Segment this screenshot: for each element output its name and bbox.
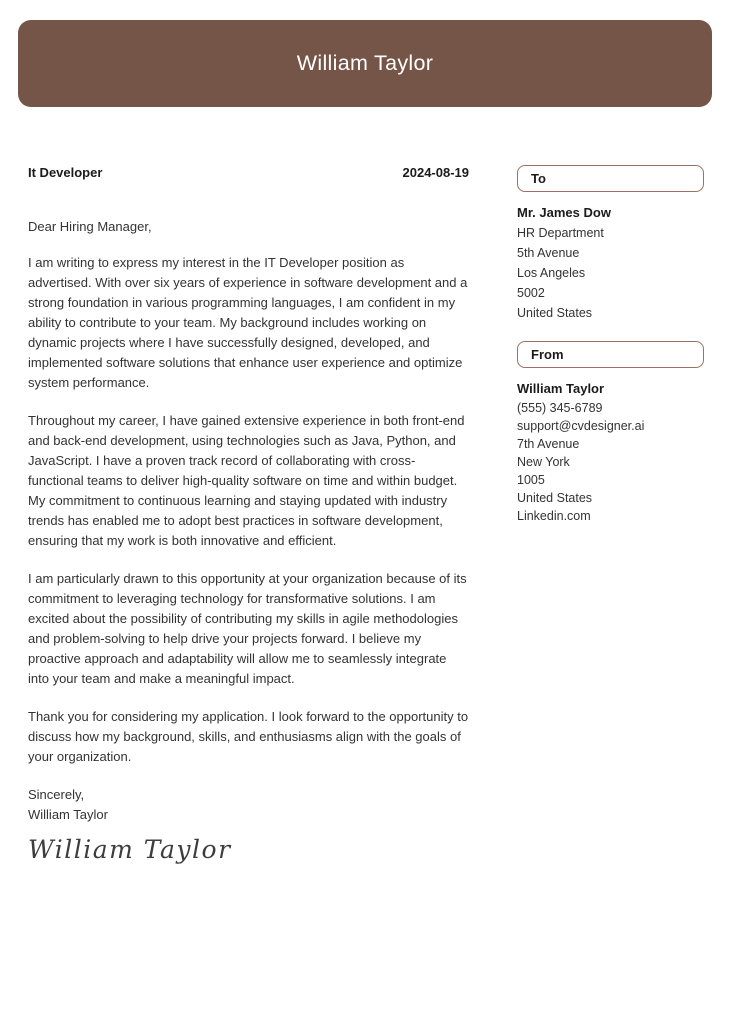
paragraph-intro: I am writing to express my interest in the IT Developer position as advertised. With over six years of experience in software development and a strong foundation in various programming languages, I am confident in my ability to contribute to your team. My background includes working on dynamic projects where I have successfully designed, developed, and implemented software solutions that enhance user experience and optimize system performance. xyxy=(28,255,468,390)
sender-city: New York xyxy=(517,455,570,469)
closing-name: William Taylor xyxy=(28,807,108,822)
recipient-street: 5th Avenue xyxy=(517,246,580,260)
closing-word: Sincerely, xyxy=(28,787,85,802)
closing-block xyxy=(28,785,469,825)
paragraph-thanks: Thank you for considering my application. I look forward to the opportunity to discuss how my background, skills, and enthusiasms align with the goals of your organization. xyxy=(28,709,469,764)
recipient-city: Los Angeles xyxy=(517,266,586,280)
sender-address xyxy=(517,379,704,525)
recipient-address xyxy=(517,203,704,323)
to-label-box xyxy=(517,165,704,192)
recipient-country: United States xyxy=(517,306,593,320)
content xyxy=(28,165,704,864)
sender-street: 7th Avenue xyxy=(517,437,580,451)
to-label: To xyxy=(531,171,546,186)
letter-date: 2024-08-19 xyxy=(402,165,469,180)
recipient-name: Mr. James Dow xyxy=(517,205,611,220)
cover-letter-body xyxy=(28,165,469,864)
job-title: It Developer xyxy=(28,165,103,180)
sender-email: support@cvdesigner.ai xyxy=(517,419,645,433)
sender-country: United States xyxy=(517,491,593,505)
meta-row xyxy=(28,165,469,181)
header-banner xyxy=(18,20,712,107)
paragraph-experience: Throughout my career, I have gained extensive experience in both front-end and back-end development, using technologies such as Java, Python, and JavaScript. I have a proven track record of collaborating with cross-functional teams to deliver high-quality software on time and within budget. My commitment to continuous learning and staying updated with industry trends has enabled me to adopt best practices in software development, ensuring that my work is both innovative and efficient. xyxy=(28,413,465,548)
contact-sidebar xyxy=(517,165,704,864)
sender-postcode: 1005 xyxy=(517,473,545,487)
sender-phone: (555) 345-6789 xyxy=(517,401,603,415)
recipient-department: HR Department xyxy=(517,226,604,240)
paragraph-motivation: I am particularly drawn to this opportunity at your organization because of its commitment to leveraging technology for transformative solutions. I am excited about the possibility of contributing my skills in agile methodologies and problem-solving to help drive your projects forward. I believe my proactive approach and adaptability will allow me to seamlessly integrate into your team and make a meaningful impact. xyxy=(28,571,467,686)
from-label-box xyxy=(517,341,704,368)
salutation: Dear Hiring Manager, xyxy=(28,219,152,234)
candidate-name-title: William Taylor xyxy=(296,51,434,75)
from-label: From xyxy=(531,347,564,362)
recipient-postcode: 5002 xyxy=(517,286,545,300)
sender-linkedin: Linkedin.com xyxy=(517,509,591,523)
sender-name: William Taylor xyxy=(517,381,605,396)
signature-script: William Taylor xyxy=(28,835,232,864)
